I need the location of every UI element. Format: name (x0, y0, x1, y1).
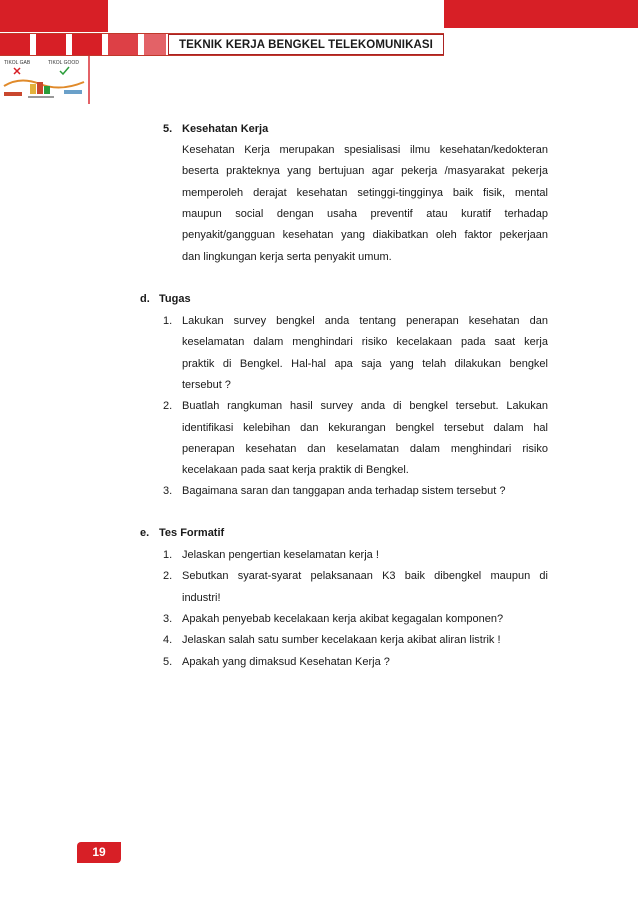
text-line: praktik di Bengkel. Hal-hal apa saja yang telah dilakukan bengkel (182, 357, 548, 370)
item-number: 4. (163, 634, 173, 647)
header-red-band (444, 0, 638, 28)
header-red-square (0, 34, 30, 55)
text-line: Jelaskan salah satu sumber kecelakaan kerja akibat aliran listrik ! (182, 634, 501, 647)
text-line: kecelakaan pada saat kerja praktik di Bengkel. (182, 464, 409, 477)
text-line: Kesehatan Kerja merupakan spesialisasi ilmu kesehatan/kedokteran (182, 144, 548, 156)
text-line: memperoleh derajat kesehatan setinggi-tingginya baik fisik, mental (182, 186, 548, 199)
section-title: Tugas (159, 293, 191, 305)
item-number: 1. (163, 315, 173, 327)
header-illustration (0, 56, 88, 100)
text-line: maupun social dengan usaha preventif atau kuratif terhadap (182, 207, 548, 220)
logo-label-bad: TIKOL GAB (4, 60, 31, 66)
text-line: Buatlah rangkuman hasil survey anda di bengkel tersebut. Lakukan (182, 400, 548, 413)
section-title: Kesehatan Kerja (182, 123, 269, 135)
item-number: 5. (163, 123, 173, 135)
header-red-square (144, 34, 166, 55)
section-title: Tes Formatif (159, 527, 225, 539)
text-line: penerapan kesehatan dan keselamatan dalam menghindari risiko (182, 442, 548, 455)
text-line: Apakah penyebab kecelakaan kerja akibat kegagalan komponen? (182, 612, 504, 625)
item-number: 3. (163, 485, 173, 498)
item-number: 5. (163, 655, 173, 668)
header-red-block (0, 0, 108, 32)
item-number: 2. (163, 570, 173, 583)
section-label: d. (140, 293, 150, 305)
item-number: 3. (163, 612, 173, 625)
text-line: identifikasi kelebihan dan kekurangan bengkel tersebut dalam hal (182, 421, 548, 434)
header-title: TEKNIK KERJA BENGKEL TELEKOMUNIKASI (168, 34, 444, 55)
text-line: beserta prakteknya yang bertujuan agar pekerja /masyarakat pekerja (182, 165, 548, 178)
text-line: keselamatan dalam menghindari risiko kecelakaan pada saat kerja (182, 336, 548, 349)
text-line: Jelaskan pengertian keselamatan kerja ! (182, 549, 379, 561)
text-line: dan lingkungan kerja serta penyakit umum. (182, 250, 392, 263)
header-side-strip (88, 56, 90, 104)
header-red-square (36, 34, 66, 55)
text-line: Bagaimana saran dan tanggapan anda terhadap sistem tersebut ? (182, 485, 506, 498)
item-number: 2. (163, 400, 173, 413)
text-line: tersebut ? (182, 378, 231, 391)
header-red-square (72, 34, 102, 55)
text-line: Sebutkan syarat-syarat pelaksanaan K3 baik dibengkel maupun di (182, 570, 548, 583)
item-number: 1. (163, 549, 173, 561)
header-red-square (108, 34, 138, 55)
text-line: Apakah yang dimaksud Kesehatan Kerja ? (182, 655, 390, 668)
page-number: 19 (77, 842, 121, 863)
section-label: e. (140, 527, 150, 539)
text-line: industri! (182, 591, 221, 604)
text-line: Lakukan survey bengkel anda tentang penerapan kesehatan dan (182, 315, 548, 327)
text-line: penyakit/gangguan kesehatan yang diakibatkan oleh faktor pekerjaan (182, 229, 548, 242)
logo-label-good: TIKOL GOOD (48, 60, 79, 66)
